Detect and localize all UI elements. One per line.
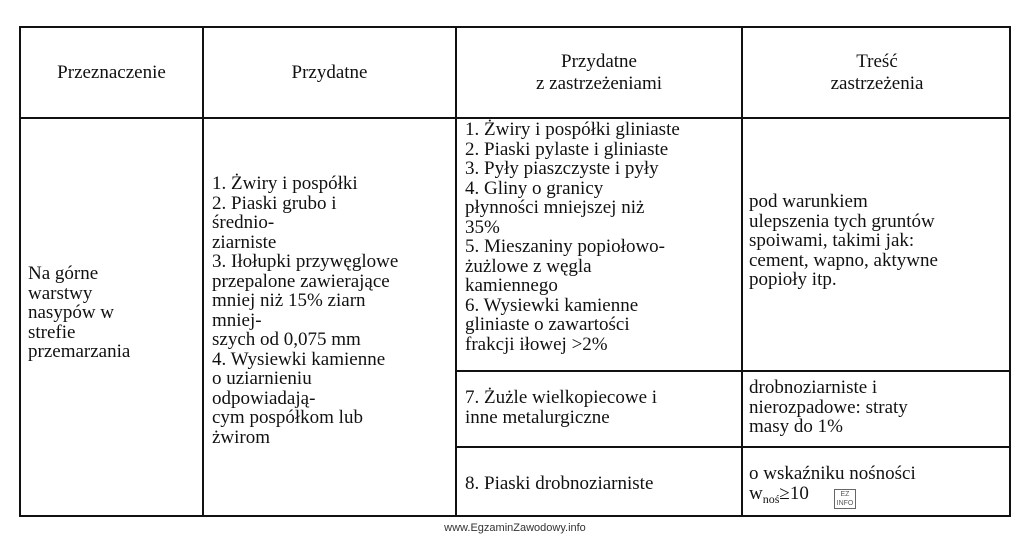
- cell-z-zastrzezeniami-2: 7. Żużle wielkopiecowe i inne metalurgiczne: [465, 387, 658, 428]
- formula-suffix: ≥10: [779, 482, 809, 504]
- header-text: Przydatne: [561, 50, 637, 72]
- tresc-prefix: o wskaźniku nośności: [749, 463, 916, 484]
- header-text: z zastrzeżeniami: [535, 72, 663, 94]
- cell-tresc-3: [749, 464, 1011, 509]
- cell-tresc-1: pod warunkiem ulepszenia tych gruntów spoiwami, takimi jak: cement, wapno, aktywne popioły itp.: [749, 191, 938, 290]
- formula-symbol: w: [749, 482, 763, 504]
- watermark-text: www.EgzaminZawodowy.info: [444, 522, 586, 534]
- formula-subscript: noś: [762, 491, 780, 506]
- data-table: [19, 26, 1011, 517]
- tresc-formula: [749, 484, 1011, 510]
- cell-przydatne: 1. Żwiry i pospółki 2. Piaski grubo i średnio- ziarniste 3. Iłołupki przywęglowe przepalone zawierające mniej niż 15% ziarn mniej- szych od 0,075 mm 4. Wysiewki kamienne o uziarnieniu odpowiadają- cym pospółkom lub żwirom: [212, 173, 399, 448]
- header-tresc-zastrzezenia: [743, 28, 1011, 117]
- header-przydatne: Przydatne: [291, 61, 368, 83]
- cell-przeznaczenie: Na górne warstwy nasypów w strefie przemarzania: [28, 263, 131, 362]
- header-przydatne-z-zastrzezeniami: [457, 28, 741, 117]
- cell-z-zastrzezeniami-3: 8. Piaski drobnoziarniste: [465, 473, 654, 494]
- row-divider: [455, 446, 1009, 448]
- header-text: Treść: [856, 50, 898, 72]
- site-logo: EZ INFO: [834, 489, 856, 509]
- header-przeznaczenie: Przeznaczenie: [57, 61, 166, 83]
- cell-z-zastrzezeniami-1: 1. Żwiry i pospółki gliniaste 2. Piaski pylaste i gliniaste 3. Pyły piaszczyste i pyły 4. Gliny o granicy płynności mniejszej niż 35% 5. Mieszaniny popiołowo- żużlowe z węgla kamiennego 6. Wysiewki kamienne gliniaste o zawartości frakcji iłowej >2%: [465, 119, 680, 355]
- row-divider: [455, 370, 1009, 372]
- header-text: zastrzeżenia: [830, 72, 924, 94]
- cell-tresc-2: drobnoziarniste i nierozpadowe: straty masy do 1%: [749, 377, 908, 437]
